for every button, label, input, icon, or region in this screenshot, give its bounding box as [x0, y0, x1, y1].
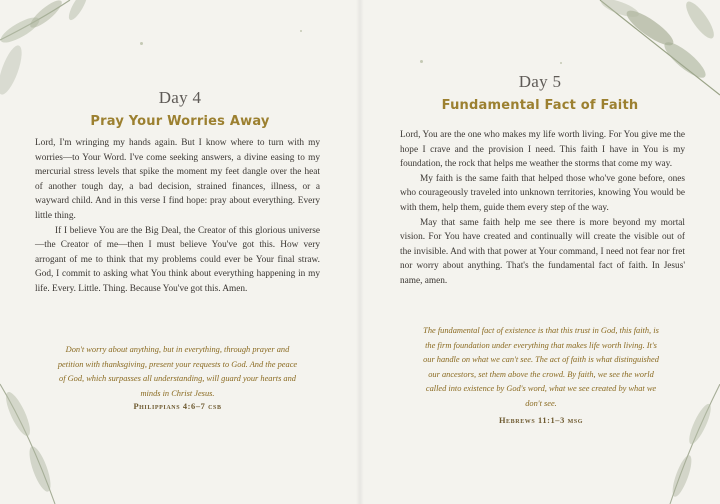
body-paragraph: May that same faith help me see there is more beyond my mortal vision. For You have created and continually will create the visible out of the invisible. And with that power at Your command, I need not fear nor fret nor worry about anything. That's the fundamental fact of faith. In Jesus' name, amen.: [400, 217, 685, 286]
devotion-title: Pray Your Worries Away: [90, 114, 270, 129]
body-paragraph: If I believe You are the Big Deal, the Creator of this glorious universe—the Creator of me—then I must believe You've got this. How very arrogant of me to think that my problems could ever be Your final straw. God, I commit to asking what You think about everything happening in my life. Every. Little. Thing. Because You've got this. Amen.: [35, 225, 320, 294]
body-paragraph: My faith is the same faith that helped those who've gone before, ones who courageously traveled into unknown territories, knowing You would be with them, help them, guide them every step of the way.: [400, 173, 685, 213]
scripture-reference: Philippians 4:6–7 csb: [133, 402, 222, 411]
day-number: Day 5: [518, 72, 562, 91]
scripture-verse: The fundamental fact of existence is that this trust in God, this faith, is the firm foundation under everything that makes life worth living. It's our handle on what we can't see. The act of faith is what distinguished our ancestors, set them above the crowd. By faith, we see the world called into existence by God's word, what we see created by what we don't see.: [423, 326, 659, 408]
right-page: [360, 0, 720, 504]
devotion-title: Fundamental Fact of Faith: [441, 98, 639, 113]
scripture-verse: Don't worry about anything, but in everything, through prayer and petition with thanksgiving, present your requests to God. And the peace of God, which surpasses all understanding, will guard your hearts and minds in Christ Jesus.: [57, 345, 298, 398]
devotion-body: [35, 136, 320, 297]
body-paragraph: Lord, I'm wringing my hands again. But I know where to turn with my worries—to Your Word. I've come seeking answers, a divine easing to my mercurial stress levels that spike the moment my feet dangle over the heat of another tough day, a bad decision, strained finances, illness, or a wayward child. And in this verse I find hope: pray about everything. Every little thing.: [35, 138, 320, 221]
body-paragraph: Lord, You are the one who makes my life worth living. For You give me the hope I crave and the provision I need. This faith I have in You is my foundation, the rock that helps me weather the storms that come my way.: [400, 130, 685, 170]
scripture-reference: Hebrews 11:1–3 msg: [498, 416, 584, 425]
devotion-body: [400, 128, 685, 289]
day-number: Day 4: [158, 88, 202, 107]
